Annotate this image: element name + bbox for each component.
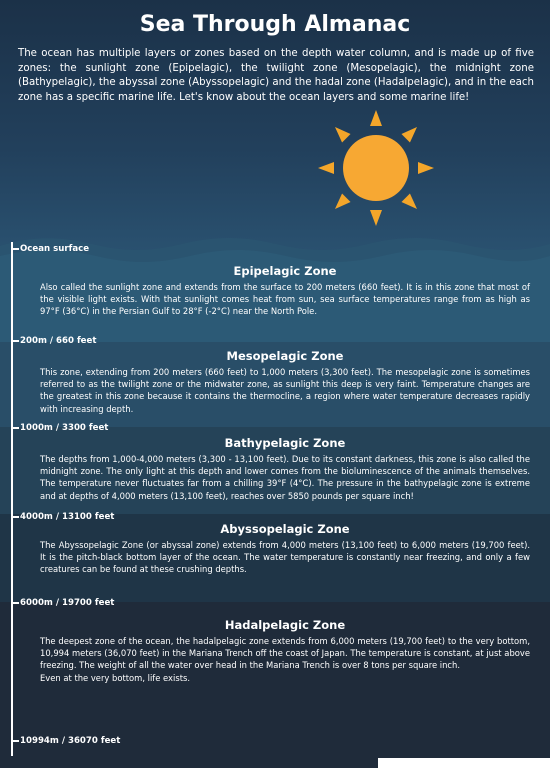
intro-text: The ocean has multiple layers or zones based on the depth water column, and is made up of five zones: the sunlight zone (Epipelagic), the twilight zone (Mesopelagic), the midnight zone (Bathypelagic), the abyssal zone (Abyssopelagic) and the hadal zone (Hadalpelagic), and in the each zone has a specific marine life. Let's know about the ocean layers and some marine life! bbox=[18, 48, 534, 103]
sun-icon bbox=[314, 106, 438, 230]
zone-title: Abyssopelagic Zone bbox=[220, 522, 350, 536]
zone-description: This zone, extending from 200 meters (660 feet) to 1,000 meters (3,300 feet). The mesopelagic zone is sometimes referred to as the twilight zone or the midwater zone, as sunlight this deep is very faint. Temperature changes are the greatest in this zone because it contains the thermocline, a region where water temperature decreases rapidly with increasing depth. bbox=[40, 367, 530, 414]
zone-epipelagic bbox=[40, 264, 530, 318]
zone-description: The depths from 1,000-4,000 meters (3,300 - 13,100 feet). Due to its constant darkness, this zone is also called the midnight zone. The only light at this depth and lower comes from the bioluminescence of the animals themselves. The temperature never fluctuates far from a chilling 39°F (4°C). The pressure in the bathypelagic zone is extreme and at depths of 4,000 meters (13,100 feet), reaches over 5850 pounds per square inch! bbox=[40, 454, 530, 501]
depth-label: 4000m / 13100 feet bbox=[20, 512, 115, 522]
zone-description: The deepest zone of the ocean, the hadalpelagic zone extends from 6,000 meters (19,700 feet) to the very bottom, 10,994 meters (36,070 feet) in the Mariana Trench off the coast of Japan. The temperature is constant, at just above freezing. The weight of all the water over head in the Mariana Trench is over 8 tons per square inch. bbox=[40, 636, 530, 671]
zone-title: Mesopelagic Zone bbox=[226, 349, 344, 363]
depth-label: 6000m / 19700 feet bbox=[20, 598, 115, 608]
zone-bathypelagic bbox=[40, 436, 530, 502]
zone-description: The Abyssopelagic Zone (or abyssal zone) extends from 4,000 meters (13,100 feet) to 6,000 meters (19,700 feet). It is the pitch-black bottom layer of the ocean. The water temperature is constantly near freezing, and only a few creatures can be found at these crushing depths. bbox=[40, 540, 530, 575]
zone-title: Bathypelagic Zone bbox=[224, 436, 346, 450]
page-title: Sea Through Almanac bbox=[139, 12, 411, 37]
depth-label: Ocean surface bbox=[20, 244, 90, 254]
depth-label: 1000m / 3300 feet bbox=[20, 423, 109, 433]
zone-title: Epipelagic Zone bbox=[233, 264, 337, 278]
sky-background bbox=[0, 0, 550, 270]
zone-title: Hadalpelagic Zone bbox=[224, 618, 346, 632]
depth-label: 200m / 660 feet bbox=[20, 336, 97, 346]
zone-mesopelagic bbox=[40, 349, 530, 415]
zone-abyssopelagic bbox=[40, 522, 530, 576]
page-corner bbox=[378, 758, 550, 768]
zone-description: Also called the sunlight zone and extends from the surface to 200 meters (660 feet). It is in this zone that most of the visible light exists. With that sunlight comes heat from sun, sea surface temperatures range from as high as 97°F (36°C) in the Persian Gulf to 28°F (-2°C) near the North Pole. bbox=[40, 282, 530, 317]
depth-axis bbox=[11, 242, 13, 756]
zone-note: Even at the very bottom, life exists. bbox=[40, 672, 191, 683]
depth-label: 10994m / 36070 feet bbox=[20, 736, 121, 746]
zone-hadalpelagic bbox=[40, 618, 530, 684]
